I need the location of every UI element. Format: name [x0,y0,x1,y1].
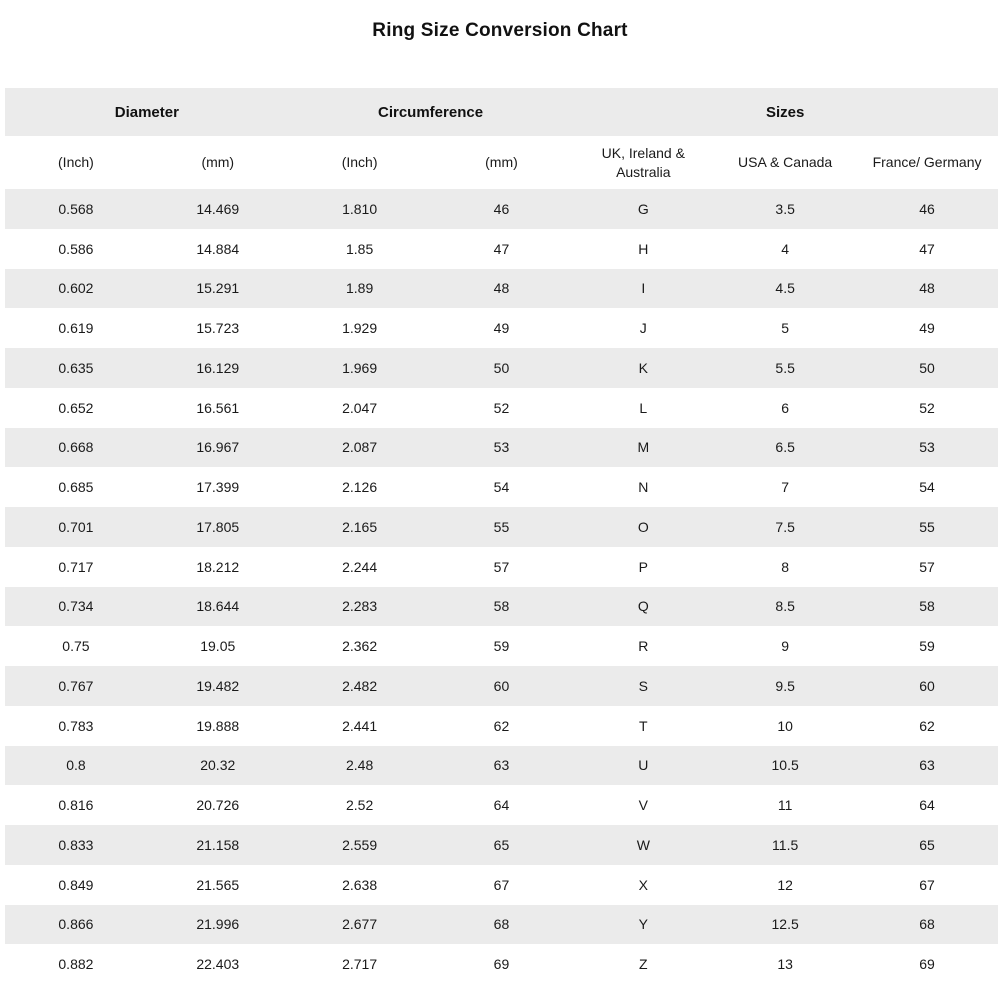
table-cell: M [637,439,650,456]
table-cell: 62 [919,717,935,734]
table-cell: 12.5 [771,916,799,933]
table-row [5,467,998,507]
table-cell: 63 [493,757,510,774]
table-cell: 64 [493,797,510,814]
table-cell: 67 [493,876,510,893]
table-cell: Q [637,598,649,615]
table-row [5,547,998,587]
table-cell: 17.399 [196,479,240,496]
table-cell: 59 [919,638,935,655]
table-cell: 1.89 [345,280,374,297]
table-cell: 19.482 [196,677,240,694]
table-cell: 0.816 [58,797,94,814]
table-cell: 13 [777,956,793,973]
table-cell: X [638,876,648,893]
table-cell: 67 [919,876,935,893]
table-cell: 2.165 [342,518,378,535]
table-cell: 59 [493,638,510,655]
table-cell: V [638,797,648,814]
table-cell: 8.5 [775,598,795,615]
table-cell: 48 [493,280,510,297]
table-cell: 2.441 [342,717,378,734]
table-row [5,905,998,945]
table-row [5,825,998,865]
table-cell: 15.723 [196,320,240,337]
table-cell: 6.5 [775,439,795,456]
column-header: (mm) [201,154,235,171]
table-cell: N [638,479,649,496]
table-cell: 2.126 [342,479,378,496]
table-cell: 4.5 [775,280,795,297]
table-cell: 1.969 [342,359,378,376]
column-header: (mm) [485,154,518,171]
table-row [5,348,998,388]
table-cell: 16.967 [196,439,240,456]
table-cell: T [639,717,648,734]
table-cell: 15.291 [196,280,240,297]
table-cell: 46 [493,200,510,217]
table-cell: 0.882 [58,956,94,973]
table-cell: 69 [493,956,510,973]
table-cell: 16.561 [196,399,240,416]
table-cell: 0.701 [58,518,94,535]
table-cell: L [639,399,648,416]
table-cell: 11.5 [772,836,799,853]
table-cell: 65 [493,836,510,853]
table-cell: 14.469 [196,200,240,217]
table-cell: 54 [919,479,935,496]
table-cell: 0.586 [58,240,94,257]
table-cell: 6 [781,399,790,416]
table-cell: R [638,638,649,655]
table-cell: 11 [777,797,793,814]
table-cell: 5.5 [775,359,795,376]
group-header-row [5,88,998,136]
group-header-circumference: Circumference [378,103,484,121]
column-header: USA & Canada [738,154,833,171]
column-header: UK, Ireland & Australia [601,145,685,180]
table-cell: G [637,200,649,217]
table-cell: 20.726 [196,797,240,814]
table-cell: 69 [919,956,935,973]
table-row [5,428,998,468]
table-row [5,189,998,229]
table-cell: 50 [493,359,510,376]
table-cell: 2.283 [342,598,378,615]
table-cell: 64 [919,797,935,814]
table-cell: 52 [919,399,935,416]
table-cell: 2.48 [345,757,374,774]
table-cell: 47 [919,240,935,257]
table-cell: 0.635 [58,359,94,376]
table-cell: Z [639,956,648,973]
table-cell: 53 [919,439,935,456]
table-cell: 2.677 [342,916,378,933]
table-cell: 0.833 [58,836,94,853]
table-cell: 0.734 [58,598,94,615]
table-cell: 7.5 [775,518,795,535]
table-cell: 3.5 [775,200,795,217]
table-cell: 0.602 [58,280,94,297]
column-header: (Inch) [341,154,378,171]
table-cell: 52 [493,399,510,416]
table-cell: H [638,240,649,257]
table-cell: 46 [919,200,935,217]
table-row [5,507,998,547]
table-cell: 5 [781,320,790,337]
table-cell: 0.652 [58,399,94,416]
table-cell: 0.866 [58,916,94,933]
group-header-sizes: Sizes [766,103,805,121]
table-cell: 47 [493,240,510,257]
table-cell: 8 [781,558,790,575]
table-cell: 14.884 [196,240,240,257]
table-body [5,189,998,984]
table-cell: O [637,518,649,535]
table-cell: 2.362 [342,638,378,655]
table-cell: 0.619 [58,320,94,337]
table-cell: 2.52 [345,797,374,814]
group-header-diameter: Diameter [114,103,179,121]
table-cell: 57 [493,558,510,575]
table-cell: 21.565 [196,876,240,893]
table-cell: 48 [919,280,935,297]
table-row [5,865,998,905]
table-cell: 57 [919,558,935,575]
table-cell: 12 [777,876,793,893]
table-cell: 18.644 [196,598,240,615]
table-cell: J [639,320,647,337]
table-cell: 9 [781,638,790,655]
table-cell: 68 [919,916,935,933]
table-cell: 2.559 [342,836,378,853]
table-cell: 65 [919,836,935,853]
table-cell: 49 [919,320,935,337]
table-cell: 0.685 [58,479,94,496]
table-cell: K [638,359,648,376]
column-header: (Inch) [58,154,94,171]
table-cell: 21.996 [196,916,240,933]
table-cell: 2.482 [342,677,378,694]
table-cell: 4 [781,240,790,257]
table-cell: 0.668 [58,439,94,456]
table-cell: 9.5 [775,677,795,694]
table-cell: 49 [493,320,510,337]
table-cell: 0.767 [58,677,94,694]
table-cell: 19.05 [200,638,236,655]
table-cell: 17.805 [196,518,240,535]
table-cell: 2.244 [342,558,378,575]
table-cell: 0.783 [58,717,94,734]
table-row [5,666,998,706]
table-cell: 0.568 [58,200,94,217]
table-cell: 18.212 [196,558,240,575]
column-header-row [5,136,998,189]
table-cell: 10 [777,717,793,734]
table-cell: 21.158 [196,836,240,853]
table-header [5,88,998,189]
table-row [5,746,998,786]
table-cell: 2.717 [342,956,378,973]
table-cell: 16.129 [196,359,240,376]
table-cell: 68 [493,916,510,933]
table-cell: 0.717 [58,558,94,575]
table-row [5,269,998,309]
table-cell: 60 [493,677,510,694]
table-cell: W [636,836,650,853]
table-cell: 53 [493,439,510,456]
table-cell: P [638,558,648,575]
table-cell: 1.929 [342,320,378,337]
table-cell: 63 [919,757,935,774]
table-cell: 1.810 [342,200,378,217]
table-row [5,706,998,746]
table-row [5,229,998,269]
table-cell: 2.087 [342,439,378,456]
ring-size-conversion-table [5,88,998,984]
table-cell: 19.888 [196,717,240,734]
page-title: Ring Size Conversion Chart [372,20,628,41]
table-cell: 50 [919,359,935,376]
table-cell: U [638,757,649,774]
table-row [5,308,998,348]
table-cell: Y [638,916,648,933]
table-cell: 62 [493,717,510,734]
table-cell: 20.32 [200,757,236,774]
table-cell: 60 [919,677,935,694]
table-row [5,626,998,666]
table-cell: 58 [493,598,510,615]
table-cell: 54 [493,479,510,496]
table-row [5,587,998,627]
table-cell: 2.638 [342,876,378,893]
table-cell: 55 [919,518,935,535]
table-cell: 1.85 [345,240,374,257]
table-cell: 0.8 [66,757,86,774]
table-cell: 2.047 [342,399,378,416]
table-cell: 10.5 [771,757,799,774]
table-cell: 7 [781,479,790,496]
table-cell: 55 [493,518,510,535]
table-row [5,388,998,428]
table-cell: 0.849 [58,876,94,893]
table-cell: I [641,280,646,297]
table-cell: 22.403 [196,956,240,973]
table-cell: 58 [919,598,935,615]
table-cell: 0.75 [62,638,90,655]
table-cell: S [638,677,648,694]
table-row [5,944,998,984]
table-row [5,785,998,825]
column-header: France/ Germany [872,154,982,171]
